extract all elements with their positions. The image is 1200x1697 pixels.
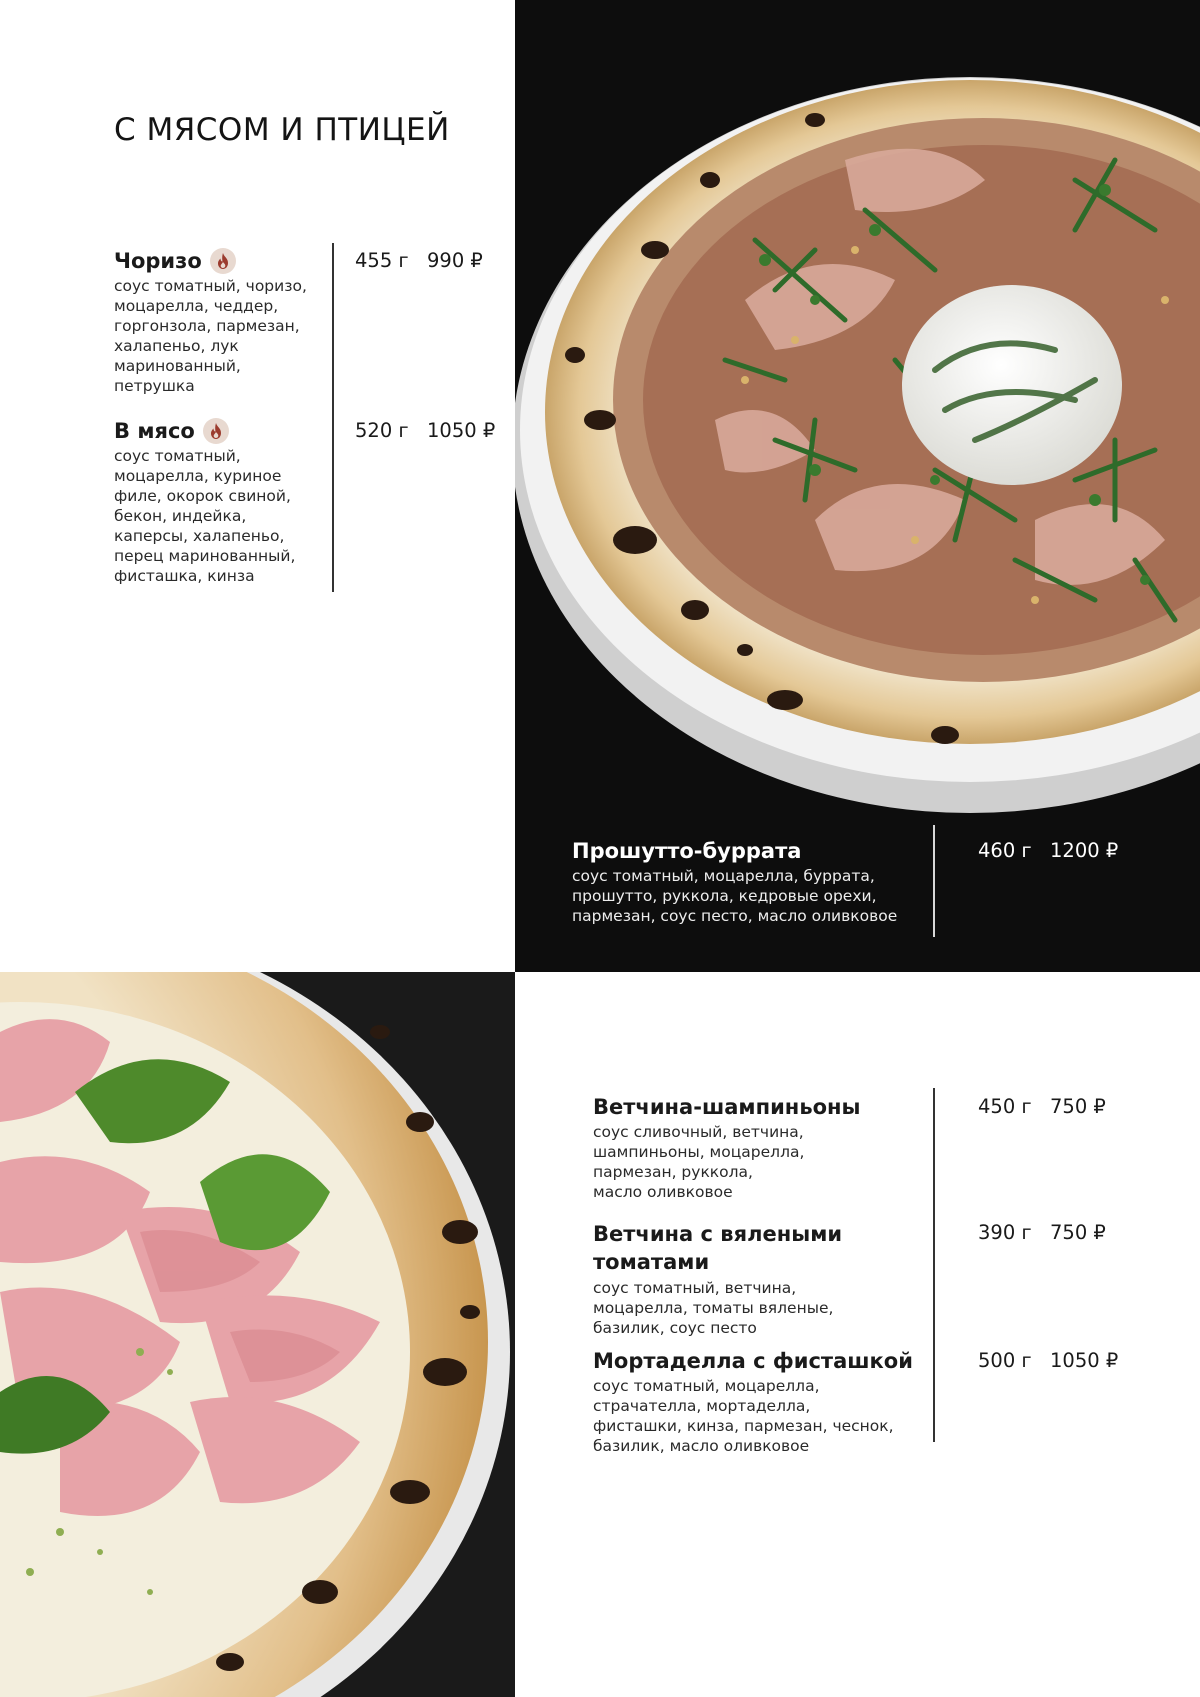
menu-item-description: соус сливочный, ветчина, шампиньоны, моцарелла, пармезан, руккола, масло оливковое bbox=[593, 1123, 805, 1201]
menu-item-weight: 520 г bbox=[355, 419, 409, 442]
menu-item-chorizo bbox=[114, 248, 514, 396]
featured-panel bbox=[515, 0, 1200, 972]
menu-item-name: Чоризо bbox=[114, 249, 202, 273]
menu-item-v-myaso bbox=[114, 418, 514, 586]
fire-icon bbox=[203, 418, 229, 444]
menu-item-description: соус томатный, моцарелла, страчателла, мортаделла, фисташки, кинза, пармезан, чеснок, базилик, масло оливковое bbox=[593, 1377, 894, 1455]
section-title: С МЯСОМ И ПТИЦЕЙ bbox=[114, 112, 450, 148]
menu-item-name: Мортаделла с фисташкой bbox=[593, 1349, 913, 1373]
pizza-ham-photo bbox=[0, 972, 515, 1697]
menu-item-price: 750 ₽ bbox=[1050, 1095, 1106, 1118]
menu-item-price: 1050 ₽ bbox=[1050, 1349, 1119, 1372]
menu-item-name: Ветчина-шампиньоны bbox=[593, 1095, 861, 1119]
menu-item-description: соус томатный, ветчина, моцарелла, томаты вяленые, базилик, соус песто bbox=[593, 1279, 834, 1337]
menu-item-description: соус томатный, чоризо, моцарелла, чеддер, горгонзола, пармезан, халапеньо, лук маринованный, петрушка bbox=[114, 277, 307, 395]
menu-panel-top-left bbox=[0, 0, 515, 972]
column-divider bbox=[332, 243, 334, 592]
menu-item-weight: 450 г bbox=[978, 1095, 1032, 1118]
column-divider bbox=[933, 825, 935, 937]
menu-item-weight: 455 г bbox=[355, 249, 409, 272]
fire-icon bbox=[210, 248, 236, 274]
column-divider bbox=[933, 1088, 935, 1442]
menu-item-name: Прошутто-буррата bbox=[572, 839, 802, 863]
menu-item-price: 1200 ₽ bbox=[1050, 839, 1119, 862]
menu-item-weight: 500 г bbox=[978, 1349, 1032, 1372]
menu-item-price: 750 ₽ bbox=[1050, 1221, 1106, 1244]
menu-item-ham-mushrooms bbox=[593, 1094, 1153, 1202]
menu-item-name: В мясо bbox=[114, 419, 195, 443]
menu-item-name: Ветчина с вялеными томатами bbox=[593, 1222, 843, 1274]
menu-item-price: 990 ₽ bbox=[427, 249, 483, 272]
menu-item-weight: 460 г bbox=[978, 839, 1032, 862]
menu-item-description: соус томатный, моцарелла, куриное филе, окорок свиной, бекон, индейка, каперсы, халапеньо, перец маринованный, фисташка, кинза bbox=[114, 447, 296, 585]
menu-item-weight: 390 г bbox=[978, 1221, 1032, 1244]
menu-panel-bottom-right bbox=[515, 972, 1200, 1697]
menu-item-prosciutto-burrata bbox=[572, 838, 1172, 926]
pizza-prosciutto-burrata-photo bbox=[515, 0, 1200, 972]
menu-item-mortadella-pistachio bbox=[593, 1348, 1153, 1456]
menu-item-price: 1050 ₽ bbox=[427, 419, 496, 442]
menu-item-ham-dried-tomatoes bbox=[593, 1220, 1153, 1338]
menu-item-description: соус томатный, моцарелла, буррата, прошутто, руккола, кедровые орехи, пармезан, соус песто, масло оливковое bbox=[572, 867, 898, 925]
photo-panel-bottom-left bbox=[0, 972, 515, 1697]
